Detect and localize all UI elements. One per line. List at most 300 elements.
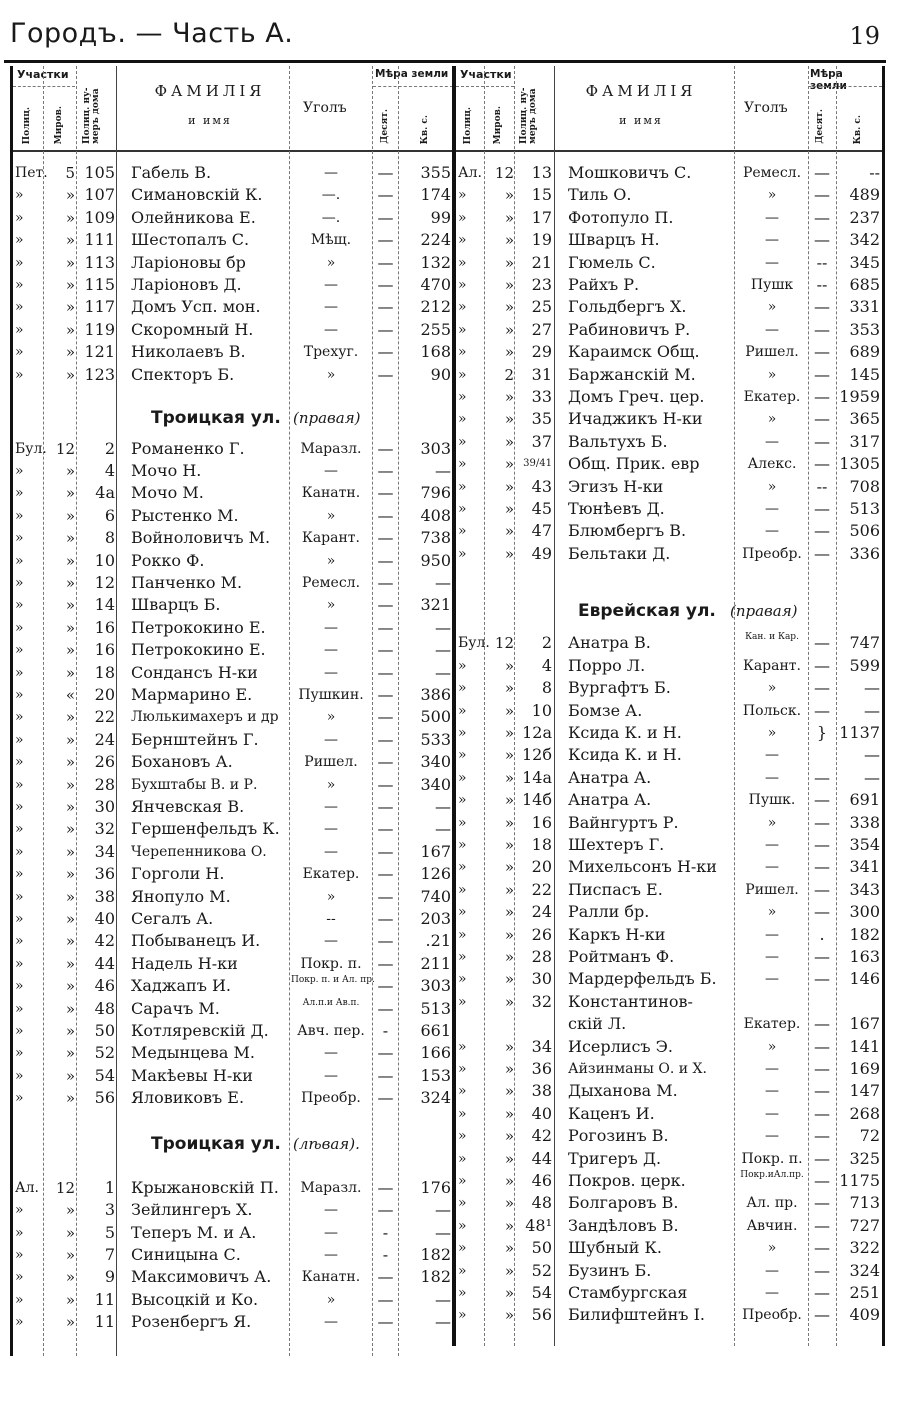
corner: — [324, 664, 338, 681]
table-row [456, 296, 882, 318]
house-number: 42 [94, 931, 115, 951]
house-number: 4 [541, 655, 552, 675]
magistrate-district: » [504, 1194, 514, 1213]
street-side: (правая) [730, 602, 798, 621]
desyatina: — [377, 1267, 394, 1287]
square-sazhen: 599 [849, 655, 880, 675]
corner: Ал. пр. [746, 1195, 798, 1212]
police-district: » [15, 1246, 24, 1263]
table-header [13, 66, 453, 152]
owner-name: Олейникова Е. [131, 207, 256, 227]
house-number: 34 [531, 1036, 552, 1056]
table-row [13, 1244, 453, 1266]
square-sazhen: 166 [420, 1043, 451, 1063]
corner: » [326, 507, 336, 524]
table-row [13, 341, 453, 363]
table-row [13, 706, 453, 728]
house-number: 54 [94, 1065, 115, 1085]
owner-name: Янчевская В. [131, 796, 245, 816]
owner-name: Сондансъ Н-ки [131, 662, 258, 682]
owner-name: Сегалъ А. [131, 908, 214, 928]
header-i-imya: и имя [188, 114, 232, 127]
table-row [456, 677, 882, 699]
police-district: Пет. [15, 165, 48, 181]
square-sazhen: 343 [849, 879, 880, 899]
police-district: » [458, 501, 467, 517]
magistrate-district: 12 [494, 164, 514, 182]
police-district: » [15, 574, 24, 591]
magistrate-district: » [504, 186, 514, 205]
magistrate-district: » [65, 932, 75, 951]
square-sazhen: 533 [420, 729, 451, 749]
table-row [13, 482, 453, 504]
house-number: 16 [94, 617, 115, 637]
table-row [13, 729, 453, 751]
magistrate-district: 12 [494, 634, 514, 653]
square-sazhen: 1305 [839, 454, 880, 474]
square-sazhen: — [435, 617, 451, 637]
street-side: (лѣвая). [293, 1135, 360, 1154]
owner-name: Общ. Прик. евр [568, 454, 700, 474]
desyatina: — [377, 185, 394, 205]
house-number: 32 [531, 991, 552, 1011]
table-row [456, 543, 882, 565]
table-row [13, 1222, 453, 1244]
square-sazhen: 203 [420, 908, 451, 928]
square-sazhen: 251 [849, 1283, 880, 1302]
square-sazhen: 365 [849, 409, 880, 429]
corner: » [767, 187, 777, 204]
house-number: 16 [531, 812, 552, 832]
desyatina: — [377, 953, 394, 973]
police-district: » [15, 642, 24, 659]
police-district: » [15, 1022, 24, 1039]
police-district: » [15, 1291, 24, 1308]
table-row [13, 796, 453, 818]
owner-name: Домъ Греч. цер. [568, 387, 705, 406]
desyatina: — [377, 684, 394, 704]
magistrate-district: » [65, 253, 75, 272]
square-sazhen: — [864, 767, 880, 787]
house-number: 56 [94, 1088, 115, 1108]
square-sazhen: 174 [420, 185, 451, 205]
square-sazhen: — [435, 460, 451, 480]
house-number: 48 [531, 1193, 552, 1213]
square-sazhen: 331 [849, 297, 880, 317]
desyatina: — [377, 707, 394, 727]
square-sazhen: 90 [430, 364, 451, 384]
house-number: 4а [95, 483, 115, 503]
owner-name: Вальтухъ Б. [568, 431, 668, 451]
desyatina: — [814, 207, 830, 227]
desyatina: — [814, 431, 830, 451]
square-sazhen: — [435, 819, 451, 839]
table-row [456, 184, 882, 206]
square-sazhen: 708 [849, 476, 880, 496]
desyatina: — [814, 319, 830, 339]
owner-name: Шестопалъ С. [131, 230, 250, 250]
header-polic: Полиц. [22, 106, 32, 144]
police-district: » [15, 1224, 24, 1241]
table-row [13, 751, 453, 773]
table-row [456, 498, 882, 520]
house-number: 19 [531, 230, 552, 250]
house-number: 42 [531, 1126, 552, 1146]
square-sazhen: 340 [420, 752, 451, 772]
owner-name: Панченко М. [131, 572, 243, 592]
magistrate-district: » [65, 1223, 75, 1242]
header-kv-s: Кв. с. [853, 114, 863, 144]
square-sazhen: 689 [849, 342, 880, 362]
square-sazhen: 324 [420, 1088, 451, 1108]
police-district: » [15, 821, 24, 838]
police-district: » [458, 523, 467, 540]
square-sazhen: 153 [420, 1065, 451, 1085]
table-row [456, 431, 882, 453]
square-sazhen: 345 [849, 252, 880, 272]
table-row [13, 617, 453, 639]
desyatina: -- [816, 252, 828, 272]
police-district: » [458, 478, 467, 495]
desyatina: — [377, 207, 394, 227]
police-district: » [15, 187, 24, 204]
corner: Алекс. [747, 456, 797, 473]
house-number: 2 [104, 438, 115, 458]
street-name: Троицкая ул. [151, 1134, 281, 1155]
table-row [456, 1103, 882, 1125]
square-sazhen: 336 [849, 543, 880, 563]
owner-name: Котляревскій Д. [131, 1020, 269, 1040]
corner: Пушк. [748, 792, 796, 809]
magistrate-district: » [65, 1089, 75, 1108]
header-uchastki: Участки [460, 68, 512, 81]
desyatina: — [814, 1126, 830, 1146]
magistrate-district: » [65, 1290, 75, 1309]
corner: » [767, 299, 777, 316]
table-row [456, 252, 882, 274]
desyatina: — [814, 700, 830, 720]
police-district: » [15, 731, 24, 748]
owner-name: Бохановъ А. [131, 752, 233, 772]
police-district: » [15, 709, 24, 726]
house-number: 47 [531, 521, 552, 541]
house-number: 16 [94, 640, 115, 660]
table-row [456, 207, 882, 229]
desyatina: -- [816, 275, 828, 294]
owner-name: Караимск Общ. [568, 342, 700, 362]
owner-name: Яловиковъ Е. [131, 1088, 245, 1108]
magistrate-district: » [504, 298, 514, 317]
square-sazhen: 72 [859, 1126, 880, 1146]
police-district: » [458, 254, 467, 271]
corner: — [765, 1105, 779, 1122]
table-row [456, 229, 882, 251]
header-polic-num: Полиц. ну- меръ дома [82, 87, 101, 144]
square-sazhen: 300 [849, 902, 880, 922]
house-number: 111 [84, 230, 115, 250]
square-sazhen: 685 [849, 275, 880, 294]
desyatina: — [814, 1171, 830, 1190]
magistrate-district: » [65, 276, 75, 294]
house-number: 5 [104, 1222, 115, 1242]
desyatina: — [377, 483, 394, 503]
magistrate-district: » [65, 730, 75, 749]
desyatina: — [377, 505, 394, 525]
magistrate-district: » [504, 231, 514, 250]
table-row [456, 1215, 882, 1237]
owner-name: Каценъ И. [568, 1103, 655, 1123]
table-row [13, 684, 453, 706]
police-district: » [15, 1314, 24, 1331]
corner: Авч. пер. [297, 1022, 365, 1039]
police-district: » [15, 485, 24, 502]
owner-name: Петрококино Е. [131, 640, 266, 660]
table-row [13, 207, 453, 229]
desyatina: — [377, 438, 394, 458]
police-district: » [458, 1038, 467, 1055]
desyatina: — [377, 342, 394, 362]
corner: -- [326, 910, 336, 927]
magistrate-district: » [65, 1021, 75, 1040]
square-sazhen: 268 [849, 1103, 880, 1123]
police-district: » [15, 978, 24, 995]
table-row [456, 901, 882, 923]
square-sazhen: 212 [420, 297, 451, 317]
table-row [456, 1282, 882, 1304]
table-row [13, 184, 453, 206]
corner: Польск. [742, 702, 802, 719]
magistrate-district: 2 [504, 365, 514, 384]
house-number: 11 [94, 1312, 115, 1332]
desyatina: — [814, 835, 830, 854]
owner-name: Баржанскій М. [568, 364, 696, 384]
square-sazhen: — [864, 745, 880, 765]
police-district: » [458, 1240, 467, 1257]
corner: Ришел. [745, 344, 799, 361]
magistrate-district: » [504, 836, 514, 854]
corner: — [765, 837, 779, 853]
house-number: 14 [94, 595, 115, 615]
house-number: 20 [94, 684, 115, 704]
desyatina: — [814, 812, 830, 832]
table-row [456, 386, 882, 408]
square-sazhen: 325 [849, 1148, 880, 1168]
corner: — [765, 926, 779, 943]
magistrate-district: » [65, 506, 75, 525]
owner-name: Рыстенко М. [131, 505, 239, 525]
corner: — [324, 321, 338, 338]
house-number: 30 [531, 969, 552, 989]
magistrate-district: » [65, 1313, 75, 1332]
desyatina: — [377, 931, 394, 951]
house-number: 33 [531, 387, 552, 406]
owner-name: Тиль О. [568, 185, 632, 205]
magistrate-district: » [504, 343, 514, 362]
police-district: » [15, 209, 24, 226]
police-district: » [458, 344, 467, 361]
table-row [13, 1087, 453, 1109]
desyatina: — [814, 1148, 830, 1168]
police-district: » [15, 462, 24, 479]
owner-name: Ралли бр. [568, 902, 650, 922]
page-number: 19 [849, 22, 880, 50]
police-district: » [15, 619, 24, 636]
police-district: » [458, 1061, 467, 1077]
police-district: » [15, 664, 24, 681]
desyatina: — [814, 364, 830, 384]
desyatina: — [814, 1103, 830, 1123]
owner-name: Побыванецъ И. [131, 931, 261, 951]
owner-name: Исерлисъ Э. [568, 1036, 674, 1056]
corner: — [324, 462, 338, 479]
magistrate-district: » [504, 746, 514, 765]
square-sazhen: 340 [420, 774, 451, 794]
police-district: » [15, 1067, 24, 1084]
header-rule [4, 60, 886, 63]
magistrate-district: » [65, 1245, 75, 1264]
desyatina: — [814, 1260, 830, 1280]
magistrate-district: » [504, 813, 514, 832]
table-row [456, 991, 882, 1013]
square-sazhen: 661 [420, 1020, 451, 1040]
corner: — [324, 277, 338, 293]
corner: — [765, 1262, 779, 1279]
corner: » [326, 597, 336, 614]
house-number: 17 [531, 207, 552, 227]
table-row [13, 505, 453, 527]
magistrate-district: » [504, 903, 514, 922]
header-polic-num: Полиц. ну- меръ дома [519, 87, 538, 144]
corner: Канатн. [301, 1269, 361, 1286]
square-sazhen: 224 [420, 230, 451, 250]
police-district: » [15, 366, 24, 383]
owner-name: Бельтаки Д. [568, 543, 671, 563]
header-mirov: Миров. [54, 105, 64, 144]
square-sazhen: 409 [849, 1305, 880, 1325]
corner: — [324, 642, 338, 659]
table-row [456, 924, 882, 946]
corner: Покр. п. и Ал. пр. [291, 975, 375, 986]
desyatina: - [382, 1020, 389, 1040]
street-name: Троицкая ул. [151, 408, 281, 429]
house-number: 24 [531, 902, 552, 922]
table-row [456, 1170, 882, 1192]
corner: Покр.иАл.пр. [740, 1170, 804, 1180]
desyatina: — [814, 1014, 830, 1034]
desyatina: — [377, 297, 394, 317]
house-number: 27 [531, 319, 552, 339]
police-district: » [458, 187, 467, 204]
corner: — [765, 523, 779, 540]
police-district: » [458, 904, 467, 921]
desyatina: — [814, 790, 830, 810]
magistrate-district: » [65, 529, 75, 548]
magistrate-district: » [65, 484, 75, 503]
owner-name: Домъ Усп. мон. [131, 297, 261, 317]
magistrate-district: » [504, 1127, 514, 1146]
owner-name: Мармарино Е. [131, 684, 253, 704]
owner-name: Теперъ М. и А. [131, 1222, 257, 1242]
house-number: 48 [94, 998, 115, 1018]
owner-name: Гольдбергъ Х. [568, 297, 687, 317]
house-number: 30 [94, 796, 115, 816]
house-number: 10 [531, 700, 552, 720]
corner: Пушкин. [298, 686, 364, 703]
table-row [13, 639, 453, 661]
square-sazhen: 513 [849, 499, 880, 518]
house-number: 6 [104, 505, 115, 525]
desyatina: — [377, 252, 394, 272]
table-row [13, 662, 453, 684]
square-sazhen: — [435, 796, 451, 816]
house-number: 46 [94, 976, 115, 996]
owner-name: Дыханова М. [568, 1081, 678, 1101]
square-sazhen: 146 [849, 969, 880, 989]
square-sazhen: 386 [420, 684, 451, 704]
square-sazhen: 338 [849, 812, 880, 832]
corner: — [324, 165, 338, 181]
house-number: 119 [84, 319, 115, 339]
desyatina: — [377, 908, 394, 928]
desyatina: — [814, 409, 830, 429]
header-mirov: Миров. [493, 105, 503, 144]
magistrate-district: » [504, 388, 514, 406]
owner-name: Сарачъ М. [131, 998, 220, 1018]
police-district: » [458, 366, 467, 383]
house-number: 34 [94, 841, 115, 861]
table-row [456, 834, 882, 856]
police-district: » [458, 971, 467, 988]
corner: Трехуг. [303, 344, 359, 361]
owner-name: Розенбергъ Я. [131, 1312, 252, 1332]
table-header [456, 66, 882, 152]
magistrate-district: » [504, 858, 514, 877]
owner-name: Писпасъ Е. [568, 879, 663, 899]
corner: — [765, 859, 779, 876]
corner: » [326, 709, 336, 726]
owner-name: Синицына С. [131, 1244, 241, 1264]
square-sazhen: 506 [849, 521, 880, 541]
police-district: » [458, 1307, 467, 1324]
corner: — [765, 1083, 779, 1100]
police-district: » [15, 686, 24, 703]
street-heading [13, 404, 453, 434]
magistrate-district: » [65, 865, 75, 884]
desyatina: — [377, 774, 394, 794]
police-district: » [15, 277, 24, 293]
corner: » [767, 478, 777, 495]
square-sazhen: — [864, 678, 880, 698]
desyatina: — [814, 1059, 830, 1078]
police-district: » [458, 814, 467, 831]
owner-name: Каркъ Н-ки [568, 924, 666, 944]
house-number: 107 [84, 185, 115, 205]
owner-name: Мошковичъ С. [568, 163, 692, 182]
table-row [13, 229, 453, 251]
square-sazhen: 322 [849, 1238, 880, 1258]
police-district: » [458, 657, 467, 674]
table-row [13, 1177, 453, 1199]
desyatina: — [377, 819, 394, 839]
police-district: » [458, 209, 467, 226]
square-sazhen: 147 [849, 1081, 880, 1101]
magistrate-district: » [504, 1216, 514, 1235]
house-number: 9 [104, 1267, 115, 1287]
police-district: » [458, 1195, 467, 1212]
corner: Кан. и Кар. [745, 632, 799, 643]
table-row [13, 1199, 453, 1221]
magistrate-district: » [504, 1172, 514, 1190]
